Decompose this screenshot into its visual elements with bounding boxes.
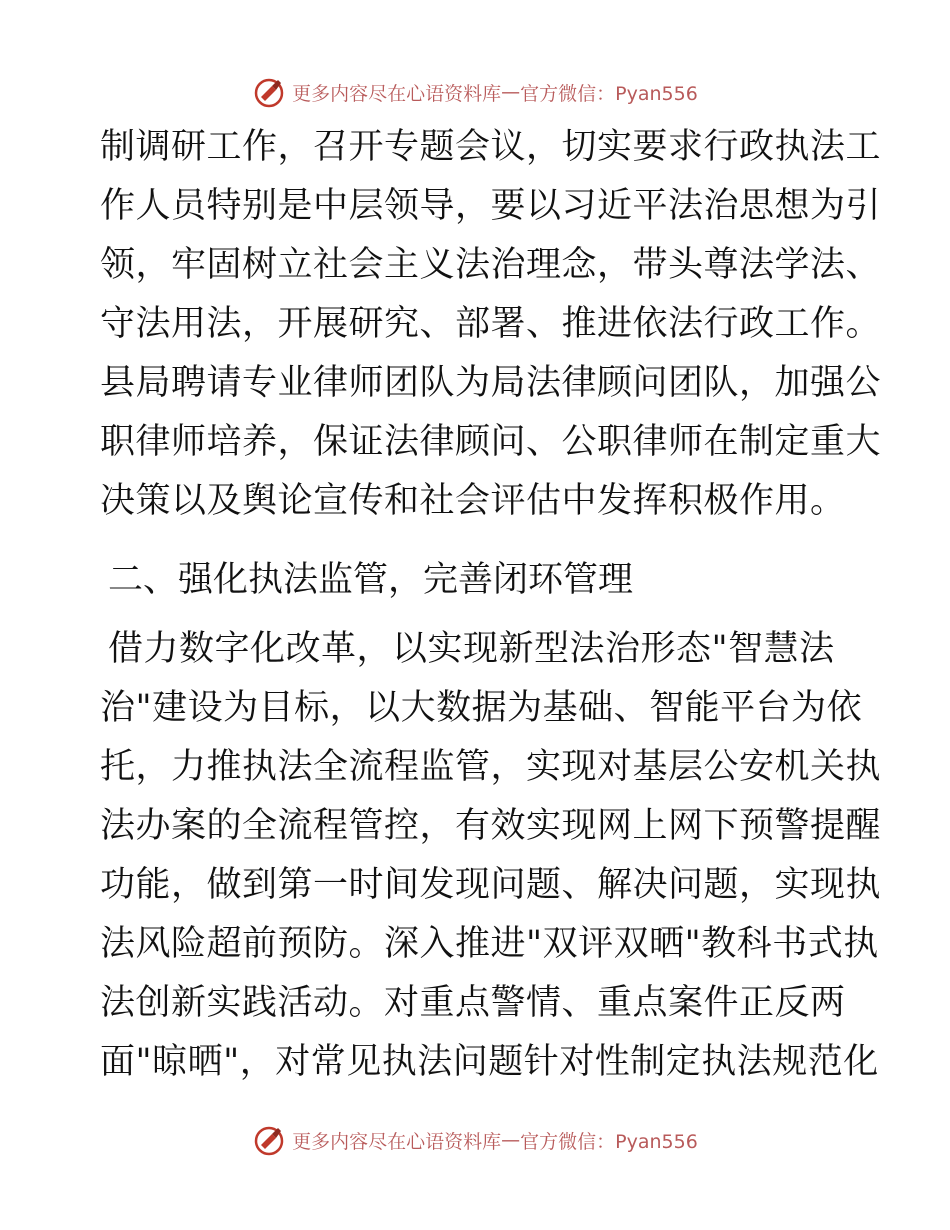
text-line: 县局聘请专业律师团队为局法律顾问团队，加强公 <box>100 363 882 403</box>
brand-logo-icon <box>252 75 286 109</box>
footer-site-text: 更多内容尽在心语资料库 <box>292 1130 502 1153</box>
text-line: 职律师培养，保证法律顾问、公职律师在制定重大 <box>100 422 882 462</box>
text-line: 面"晾晒"，对常见执法问题针对性制定执法规范化 <box>100 1042 879 1082</box>
text-line: 决策以及舆论宣传和社会评估中发挥积极作用。 <box>100 481 846 521</box>
paragraph-1 <box>100 118 882 531</box>
text-line: 功能，做到第一时间发现问题、解决问题，实现执 <box>100 865 882 905</box>
header-separator: — <box>501 81 521 103</box>
text-line: 守法用法，开展研究、部署、推进依法行政工作。 <box>100 304 882 344</box>
header-watermark <box>0 72 950 112</box>
footer-wechat-text: 官方微信：Pyan556 <box>520 1130 698 1153</box>
paragraph-2 <box>100 620 882 1092</box>
document-body <box>100 118 882 1092</box>
footer-separator: — <box>501 1129 521 1151</box>
header-site-text: 更多内容尽在心语资料库 <box>292 82 502 105</box>
brand-logo-icon <box>252 1123 286 1157</box>
text-line: 法风险超前预防。深入推进"双评双晒"教科书式执 <box>100 924 879 964</box>
text-line: 法办案的全流程管控，有效实现网上网下预警提醒 <box>100 806 882 846</box>
text-line: 法创新实践活动。对重点警情、重点案件正反两 <box>100 983 846 1023</box>
footer-watermark <box>0 1120 950 1160</box>
header-wechat-text: 官方微信：Pyan556 <box>520 82 698 105</box>
section-heading: 二、强化执法监管，完善闭环管理 <box>108 560 634 600</box>
text-line: 治"建设为目标，以大数据为基础、智能平台为依 <box>100 688 863 728</box>
text-line: 托，力推执法全流程监管，实现对基层公安机关执 <box>100 747 882 787</box>
text-line: 领，牢固树立社会主义法治理念，带头尊法学法、 <box>100 245 882 285</box>
text-line: 作人员特别是中层领导，要以习近平法治思想为引 <box>100 186 882 226</box>
text-line: 借力数字化改革，以实现新型法治形态"智慧法 <box>108 629 835 669</box>
text-line: 制调研工作，召开专题会议，切实要求行政执法工 <box>100 127 882 167</box>
